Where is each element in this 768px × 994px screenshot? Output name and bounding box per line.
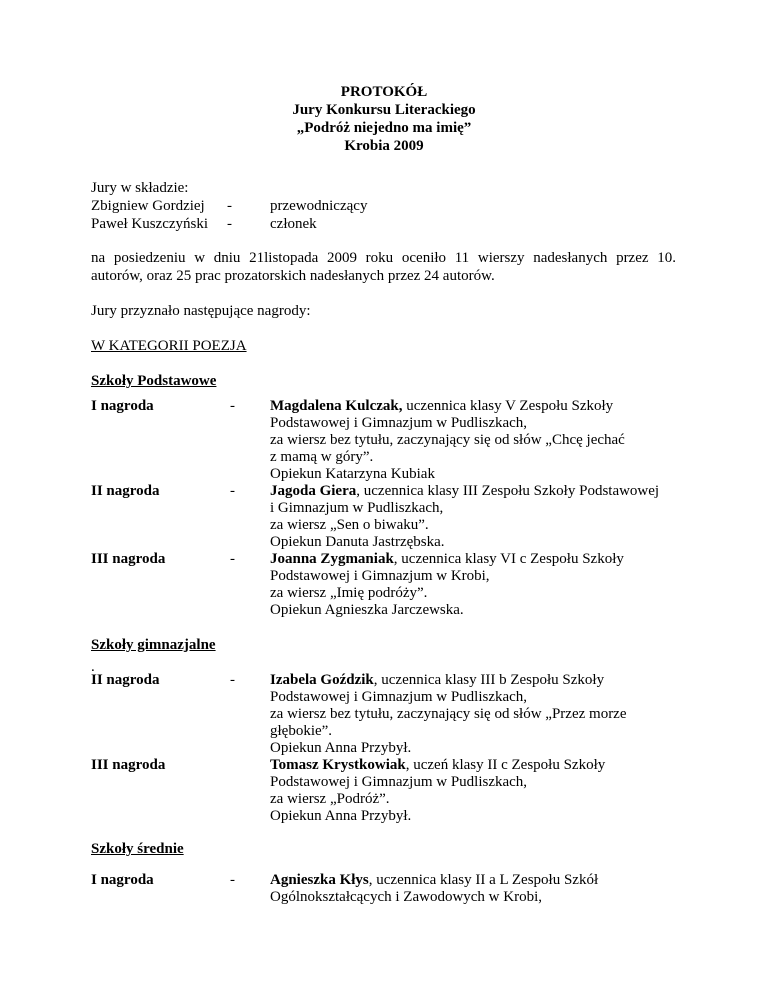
jury-member-dash: - — [227, 198, 232, 214]
jury-member-name: Zbigniew Gordziej — [91, 198, 205, 214]
award-text: , uczeń klasy II c Zespołu Szkoły — [405, 757, 606, 773]
award-entry — [270, 872, 598, 906]
awardee-name: Magdalena Kulczak, — [270, 398, 403, 414]
award-text: Podstawowej i Gimnazjum w Pudliszkach, — [270, 689, 528, 705]
jury-member-role: członek — [270, 216, 317, 232]
award-label: II nagroda — [91, 672, 160, 688]
award-text: , uczennica klasy III b Zespołu Szkoły — [373, 672, 605, 688]
award-text: Opiekun Agnieszka Jarczewska. — [270, 602, 464, 618]
award-text: za wiersz bez tytułu, zaczynający się od słów „Przez morze — [270, 706, 627, 722]
jury-member-name: Paweł Kuszczyński — [91, 216, 209, 232]
award-dash: - — [230, 483, 235, 499]
award-text: uczennica klasy V Zespołu Szkoły — [402, 398, 614, 414]
award-entry — [270, 398, 625, 483]
award-text: głębokie”. — [270, 723, 333, 739]
award-dash: - — [230, 672, 235, 688]
section-heading-secondary: Szkoły średnie — [91, 841, 184, 857]
award-entry — [270, 551, 624, 619]
award-text: , uczennica klasy III Zespołu Szkoły Podstawowej — [356, 483, 660, 499]
award-entry — [270, 757, 605, 825]
award-text: Opiekun Anna Przybył. — [270, 808, 412, 824]
doc-subtitle: Jury Konkursu Literackiego — [292, 102, 476, 118]
award-text: Opiekun Anna Przybył. — [270, 740, 412, 756]
awardee-name: Tomasz Krystkowiak — [270, 757, 406, 773]
intro-line: na posiedzeniu w dniu 21listopada 2009 roku oceniło 11 wierszy nadesłanych przez 10. — [91, 250, 676, 266]
award-text: Opiekun Katarzyna Kubiak — [270, 466, 435, 482]
category-heading: W KATEGORII POEZJA — [91, 338, 247, 354]
section-heading-primary: Szkoły Podstawowe — [91, 373, 217, 389]
award-text: Ogólnokształcących i Zawodowych w Krobi, — [270, 889, 543, 905]
award-text: za wiersz bez tytułu, zaczynający się od słów „Chcę jechać — [270, 432, 625, 448]
award-text: za wiersz „Podróż”. — [270, 791, 390, 807]
award-entry — [270, 483, 659, 551]
doc-title: PROTOKÓŁ — [340, 84, 428, 100]
award-label: II nagroda — [91, 483, 160, 499]
award-text: i Gimnazjum w Pudliszkach, — [270, 500, 444, 516]
award-text: Podstawowej i Gimnazjum w Krobi, — [270, 568, 490, 584]
awardee-name: Jagoda Giera — [270, 483, 357, 499]
award-text: , uczennica klasy VI c Zespołu Szkoły — [393, 551, 624, 567]
award-label: I nagroda — [91, 398, 154, 414]
jury-member-dash: - — [227, 216, 232, 232]
award-label: III nagroda — [91, 551, 166, 567]
doc-place-year: Krobia 2009 — [344, 138, 424, 154]
award-text: Podstawowej i Gimnazjum w Pudliszkach, — [270, 774, 528, 790]
section-heading-gymnasium: Szkoły gimnazjalne — [91, 637, 216, 653]
jury-heading: Jury w składzie: — [91, 180, 189, 196]
awardee-name: Agnieszka Kłys — [270, 872, 369, 888]
award-label: I nagroda — [91, 872, 154, 888]
award-text: Podstawowej i Gimnazjum w Pudliszkach, — [270, 415, 528, 431]
award-text: , uczennica klasy II a L Zespołu Szkół — [368, 872, 599, 888]
awardee-name: Joanna Zygmaniak — [270, 551, 394, 567]
stray-dot: . — [91, 659, 95, 675]
jury-member-role: przewodniczący — [270, 198, 368, 214]
award-entry — [270, 672, 627, 757]
award-label: III nagroda — [91, 757, 166, 773]
awardee-name: Izabela Goździk — [270, 672, 374, 688]
intro-line: autorów, oraz 25 prac prozatorskich nadesłanych przez 24 autorów. — [91, 268, 495, 284]
award-dash: - — [230, 398, 235, 414]
award-text: za wiersz „Imię podróży”. — [270, 585, 428, 601]
award-dash: - — [230, 551, 235, 567]
award-dash: - — [230, 872, 235, 888]
award-text: Opiekun Danuta Jastrzębska. — [270, 534, 445, 550]
awards-intro: Jury przyznało następujące nagrody: — [91, 303, 311, 319]
award-text: z mamą w góry”. — [270, 449, 374, 465]
doc-contest-name: „Podróż niejedno ma imię” — [296, 120, 472, 136]
award-text: za wiersz „Sen o biwaku”. — [270, 517, 429, 533]
